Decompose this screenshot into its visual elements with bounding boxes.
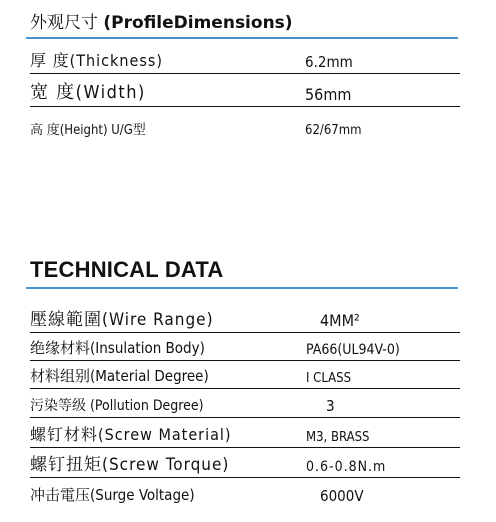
tech-value: 0.6-0.8N.m [306, 459, 387, 475]
tech-row-surge-voltage [30, 478, 460, 508]
spec-value: 62/67mm [305, 123, 362, 138]
tech-value: 3 [326, 397, 335, 415]
tech-label: 螺钉材料(Screw Material) [30, 425, 232, 444]
profile-title-en: (ProfileDimensions) [103, 13, 293, 33]
profile-title-rule [26, 37, 458, 39]
technical-title-rule [26, 287, 458, 289]
tech-label: 绝缘材料(Insulation Body) [30, 339, 205, 357]
spec-row-height [30, 107, 460, 141]
tech-row-screw-material [30, 418, 460, 448]
tech-value: 6000V [320, 487, 364, 505]
spec-label: 厚 度(Thickness) [30, 51, 163, 70]
spec-value: 56mm [305, 85, 352, 104]
spec-label: 宽 度(Width) [30, 82, 146, 103]
tech-label: 材料组别(Material Degree) [30, 367, 209, 385]
tech-value: PA66(UL94V-0) [306, 342, 400, 358]
tech-label: 壓線範圍(Wire Range) [30, 310, 214, 330]
tech-row-screw-torque [30, 448, 460, 478]
tech-value: 4MM² [320, 311, 360, 330]
tech-label: 螺钉扭矩(Screw Torque) [30, 455, 230, 475]
spec-row-width [30, 74, 460, 107]
tech-label: 冲击電压(Surge Voltage) [30, 486, 195, 504]
spec-value: 6.2mm [305, 53, 353, 71]
profile-section-title [30, 8, 293, 33]
tech-row-pollution [30, 389, 460, 418]
tech-row-wire-range [30, 304, 460, 333]
spec-row-thickness [30, 44, 460, 74]
tech-label: 污染等级 (Pollution Degree) [30, 398, 204, 414]
profile-title-cn: 外观尺寸 [30, 13, 98, 33]
tech-value: M3, BRASS [306, 430, 370, 445]
spec-label: 高 度(Height) U/G型 [30, 123, 146, 138]
tech-value: I CLASS [306, 371, 351, 386]
technical-section-title: TECHNICAL DATA [30, 257, 224, 282]
tech-row-insulation [30, 333, 460, 361]
tech-row-material-degree [30, 361, 460, 389]
